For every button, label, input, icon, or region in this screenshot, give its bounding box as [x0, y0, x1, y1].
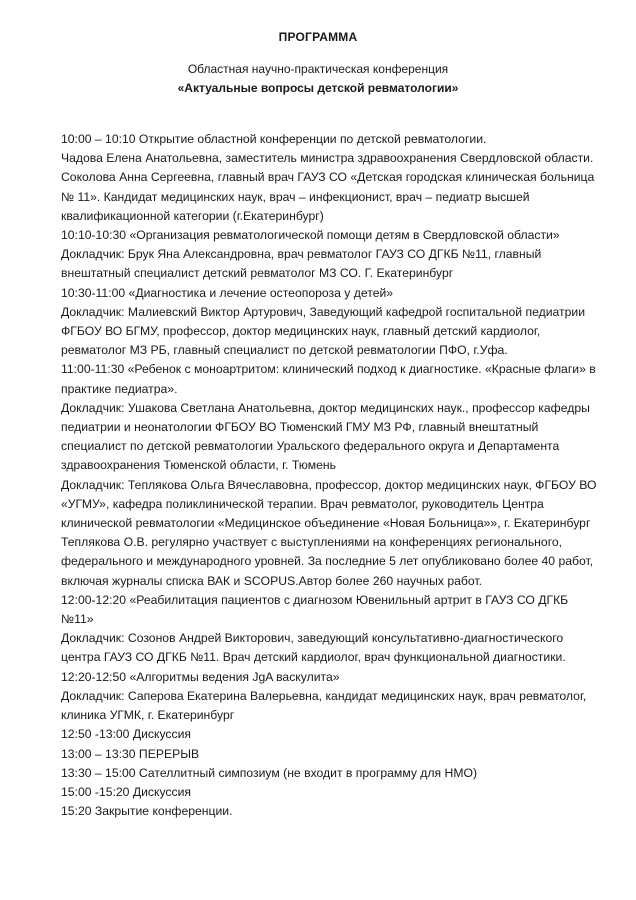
program-item: 12:00-12:20 «Реабилитация пациентов с диагнозом Ювенильный артрит в ГАУЗ СО ДГКБ №11»	[61, 592, 569, 627]
program-item: Соколова Анна Сергеевна, главный врач ГАУЗ СО «Детская городская клиническая больница № 11». Кандидат медицинских наук, врач – инфекционист, врач – педиатр высшей квалификационной категории (г.Екатеринбург)	[61, 170, 595, 223]
program-item: Чадова Елена Анатольевна, заместитель министра здравоохранения Свердловской области.	[61, 151, 594, 166]
conference-name: «Актуальные вопросы детской ревматологии»	[177, 81, 459, 95]
program-item: Докладчик: Ушакова Светлана Анатольевна, доктор медицинских наук., профессор кафедры педиатрии и неонатологии ФГБОУ ВО Тюменский ГМУ МЗ РФ, главный внештатный специалист по детской ревматологии Уральского федерального округа и Департамента здравоохранения Тюменской области, г. Тюмень	[61, 400, 590, 473]
program-item: Докладчик: Малиевский Виктор Артурович, Заведующий кафедрой госпитальной педиатрии ФГБОУ ВО БГМУ, профессор, доктор медицинских наук, главный детский кардиолог, ревматолог МЗ РБ, главный специалист по детской ревматологии ПФО, г.Уфа.	[61, 304, 585, 358]
program-item: Докладчик: Брук Яна Александровна, врач ревматолог ГАУЗ СО ДГКБ №11, главный внештатный специалист детский ревматолог МЗ СО. Г. Екатеринбург	[61, 247, 542, 281]
document-title: ПРОГРАММА	[278, 30, 358, 44]
program-item: 13:00 – 13:30 ПЕРЕРЫВ	[61, 746, 200, 761]
program-item: Докладчик: Созонов Андрей Викторович, заведующий консультативно-диагностического центра ГАУЗ СО ДГКБ №11. Врач детский кардиолог, врач функциональной диагностики.	[61, 631, 566, 665]
program-item: 15:00 -15:20 Дискуссия	[61, 784, 192, 799]
program-body	[61, 130, 597, 821]
program-item: Докладчик: Саперова Екатерина Валерьевна, кандидат медицинских наук, врач ревматолог, клиника УГМК, г. Екатеринбург	[61, 688, 587, 723]
program-item: 12:20-12:50 «Алгоритмы ведения JgA васкулита»	[61, 669, 340, 684]
program-item: Теплякова О.В. регулярно участвует с выступлениями на конференциях регионального, федерального и международного уровней. За последние 5 лет опубликовано более 40 работ, включая журналы списка ВАК и SCOPUS.Автор более 260 научных работ.	[61, 535, 594, 588]
program-item: 10:10-10:30 «Организация ревматологической помощи детям в Свердловской области»	[61, 228, 560, 243]
program-item: 10:00 – 10:10 Открытие областной конференции по детской ревматологии.	[61, 132, 487, 146]
program-item: Докладчик: Теплякова Ольга Вячеславовна, профессор, доктор медицинских наук, ФГБОУ ВО «УГМУ», кафедра поликлинической терапии. Врач ревматолог, руководитель Центра клинической ревматологии «Медицинское объединение «Новая Больница»», г. Екатеринбург	[61, 477, 597, 531]
program-item: 15:20 Закрытие конференции.	[61, 804, 233, 819]
program-item: 11:00-11:30 «Ребенок с моноартритом: клинический подход к диагностике. «Красные флаги» в практике педиатра».	[61, 362, 596, 396]
program-item: 12:50 -13:00 Дискуссия	[61, 727, 192, 742]
program-item: 10:30-11:00 «Диагностика и лечение остеопороза у детей»	[61, 285, 394, 300]
conference-type: Областная научно-практическая конференция	[187, 62, 449, 76]
program-item: 13:30 – 15:00 Сателлитный симпозиум (не входит в программу для НМО)	[61, 765, 478, 780]
